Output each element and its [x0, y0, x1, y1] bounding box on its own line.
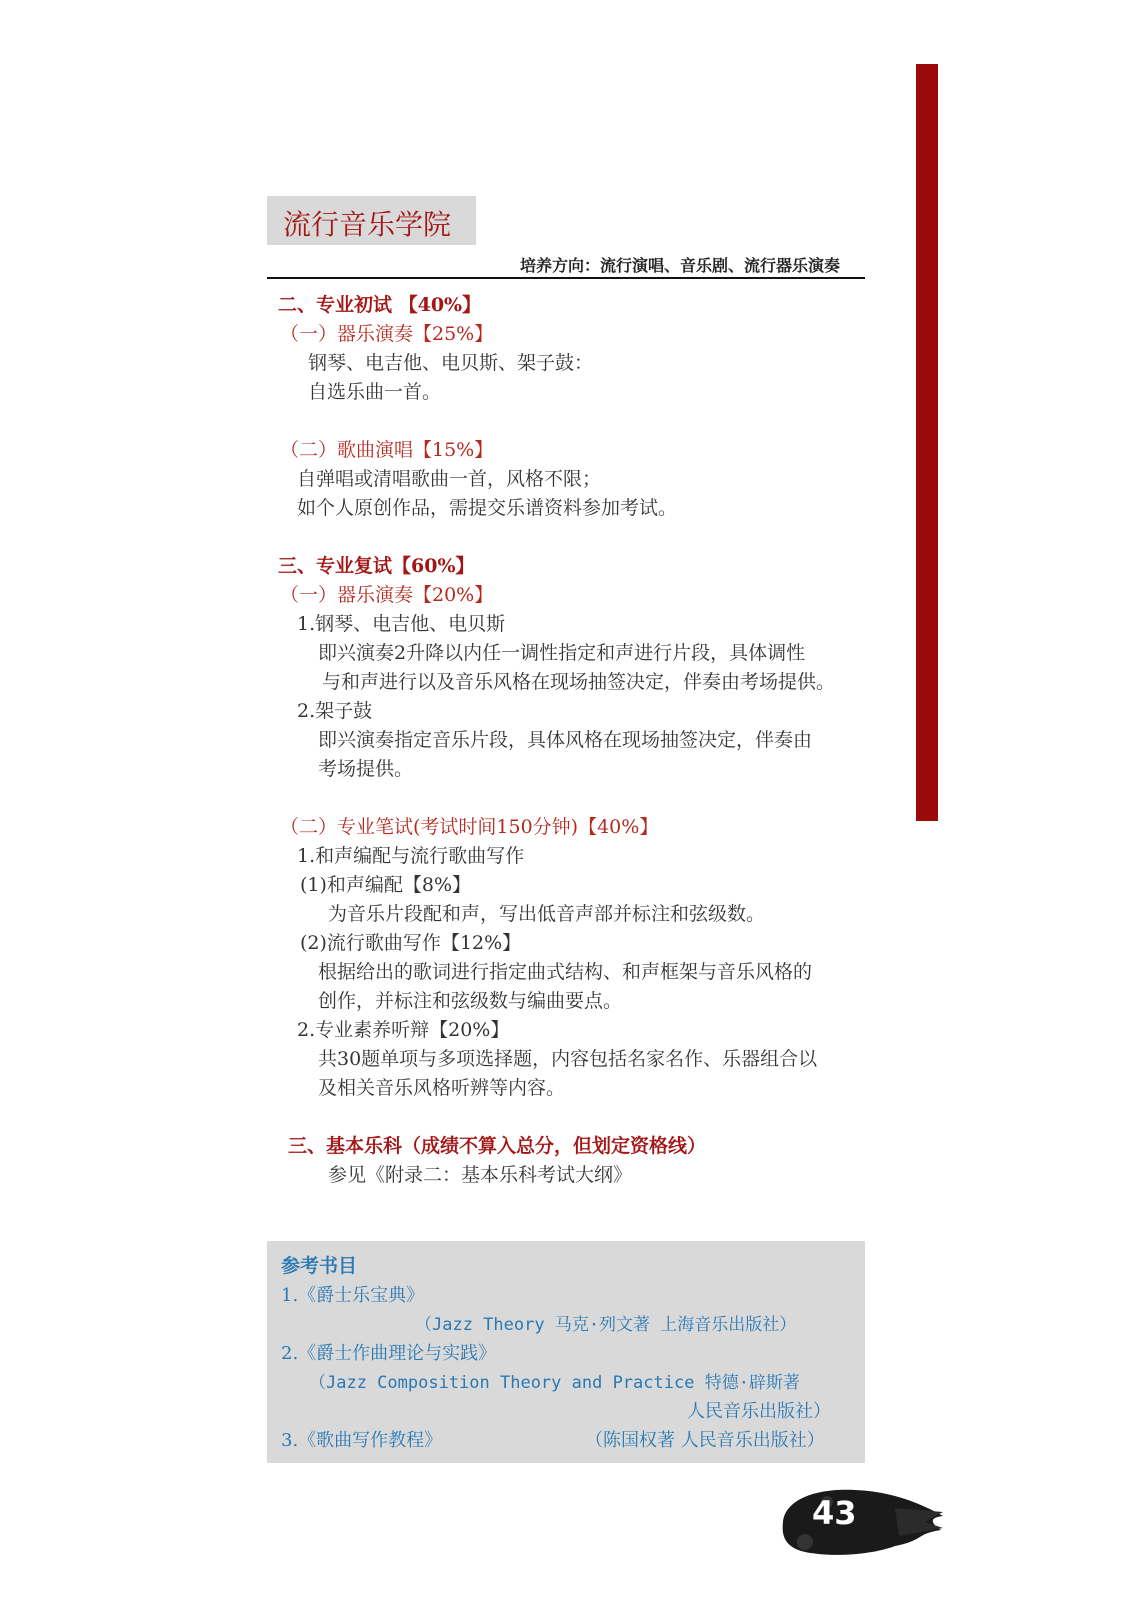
section3-item2-line: 考场提供。 [318, 758, 414, 780]
basic-theory-heading: 三、基本乐科（成绩不算入总分，但划定资格线） [288, 1135, 707, 1157]
written-part2-line: 创作，并标注和弦级数与编曲要点。 [318, 990, 623, 1012]
side-accent-bar [916, 64, 938, 821]
section3-item1-title: 1.钢琴、电吉他、电贝斯 [297, 613, 506, 635]
book2-title: 2.《爵士作曲理论与实践》 [281, 1343, 497, 1364]
references-panel [267, 1241, 865, 1463]
section3-heading: 三、专业复试【60%】 [278, 555, 475, 577]
written-item2-line: 共30题单项与多项选择题，内容包括名家名作、乐器组合以 [318, 1048, 818, 1070]
section2-sub1-line: 自选乐曲一首。 [308, 381, 442, 403]
section2-sub2-line: 自弹唱或清唱歌曲一首，风格不限； [297, 468, 602, 490]
section3-item2-line: 即兴演奏指定音乐片段，具体风格在现场抽签决定，伴奏由 [318, 729, 813, 751]
references-title: 参考书目 [281, 1255, 358, 1277]
book3-title: 3.《歌曲写作教程》 [281, 1430, 443, 1451]
written-item2-title: 2.专业素养听辩【20%】 [297, 1019, 510, 1041]
section3-item2-title: 2.架子鼓 [297, 700, 373, 722]
basic-theory-line: 参见《附录二：基本乐科考试大纲》 [328, 1164, 633, 1186]
written-part1-title: (1)和声编配【8%】 [300, 874, 472, 896]
written-item2-line: 及相关音乐风格听辨等内容。 [318, 1077, 566, 1099]
written-item1-title: 1.和声编配与流行歌曲写作 [297, 845, 525, 867]
book2-detail: （Jazz Composition Theory and Practice 特德·辟斯著 [309, 1373, 800, 1393]
written-part1-line: 为音乐片段配和声，写出低音声部并标注和弦级数。 [328, 903, 766, 925]
section3-item1-line: 即兴演奏2升降以内任一调性指定和声进行片段，具体调性 [318, 642, 806, 664]
section3-sub1-heading: （一）器乐演奏【20%】 [280, 584, 494, 606]
training-direction: 培养方向：流行演唱、音乐剧、流行器乐演奏 [520, 256, 841, 275]
page-number: 43 [812, 1494, 857, 1532]
ink-brush-stroke [775, 1482, 945, 1562]
book3-detail: （陈国权著 人民音乐出版社） [585, 1430, 825, 1451]
page-title: 流行音乐学院 [283, 208, 452, 241]
section2-sub2-line: 如个人原创作品，需提交乐谱资料参加考试。 [297, 497, 678, 519]
section3-item1-line: 与和声进行以及音乐风格在现场抽签决定，伴奏由考场提供。 [322, 671, 836, 693]
section2-sub1-heading: （一）器乐演奏【25%】 [280, 323, 494, 345]
section3-sub2-heading: （二）专业笔试(考试时间150分钟)【40%】 [280, 816, 659, 838]
section2-heading: 二、专业初试 【40%】 [278, 294, 482, 316]
section-title-box [267, 196, 476, 245]
book2-publisher: 人民音乐出版社） [687, 1401, 831, 1422]
section2-sub2-heading: （二）歌曲演唱【15%】 [280, 439, 494, 461]
section2-sub1-line: 钢琴、电吉他、电贝斯、架子鼓： [308, 352, 594, 374]
book1-detail: （Jazz Theory 马克·列文著 上海音乐出版社） [415, 1315, 797, 1335]
written-part2-line: 根据给出的歌词进行指定曲式结构、和声框架与音乐风格的 [318, 961, 813, 983]
book1-title: 1.《爵士乐宝典》 [281, 1285, 425, 1306]
header-divider [267, 277, 865, 279]
written-part2-title: (2)流行歌曲写作【12%】 [300, 932, 522, 954]
